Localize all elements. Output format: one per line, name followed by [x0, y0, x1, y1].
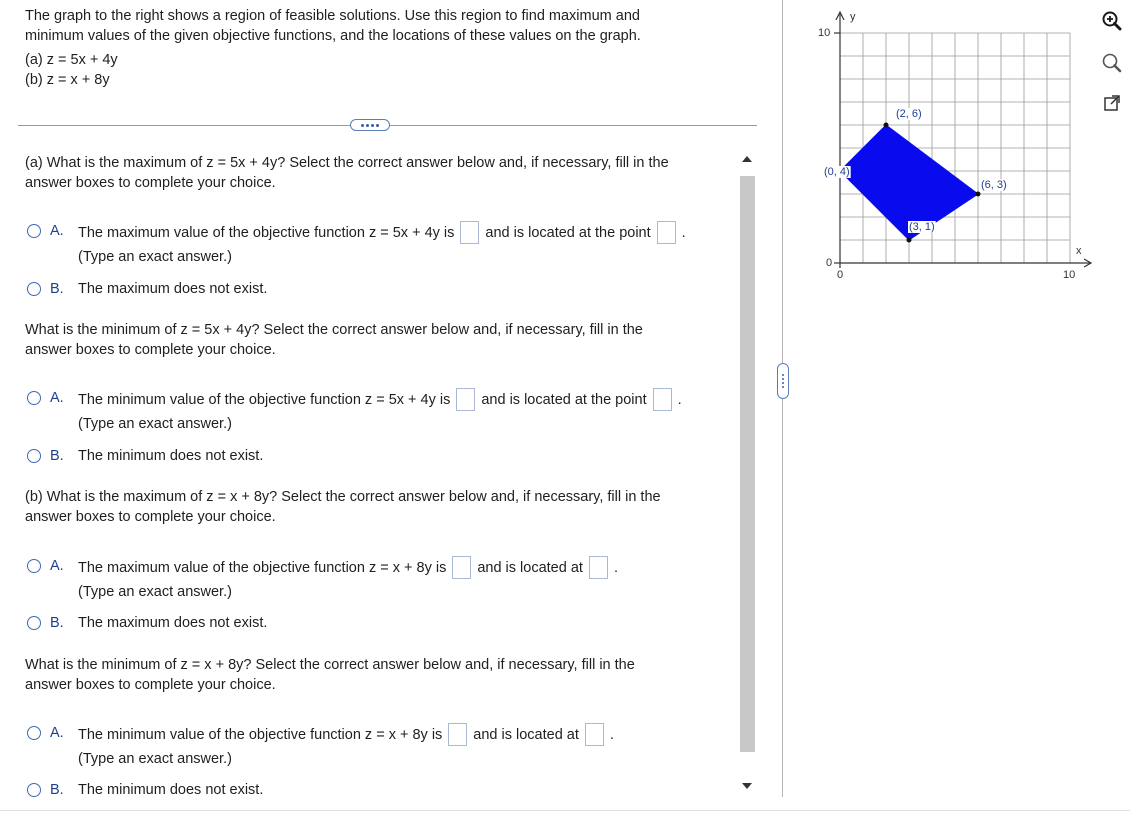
- answer-box-point[interactable]: [657, 221, 676, 244]
- answer-hint: (Type an exact answer.): [78, 584, 232, 600]
- question-b-max: [25, 487, 661, 527]
- zoom-out-icon[interactable]: [1100, 51, 1124, 75]
- option-letter: A.: [50, 725, 64, 741]
- question-b-min: [25, 655, 635, 695]
- radio-button[interactable]: [27, 616, 41, 630]
- option-text: The maximum does not exist.: [78, 281, 268, 297]
- question-text: answer boxes to complete your choice.: [25, 677, 276, 693]
- answer-box-point[interactable]: [585, 723, 604, 746]
- scroll-up-arrow-icon[interactable]: [742, 156, 752, 162]
- q4-option-a[interactable]: [27, 723, 614, 769]
- question-a-max: [25, 153, 669, 193]
- vertex-label: (2, 6): [896, 108, 922, 120]
- bottom-border: [0, 810, 1130, 811]
- pane-resize-handle[interactable]: [777, 363, 789, 399]
- question-text: answer boxes to complete your choice.: [25, 509, 276, 525]
- y-axis-label: y: [850, 11, 856, 23]
- question-text: (b) What is the maximum of z = x + 8y? Select the correct answer below and, if necessary, fill in the: [25, 489, 661, 505]
- q2-option-b[interactable]: [27, 446, 263, 466]
- option-letter: B.: [50, 615, 64, 631]
- answer-hint: (Type an exact answer.): [78, 751, 232, 767]
- answer-hint: (Type an exact answer.): [78, 416, 232, 432]
- problem-intro: [25, 6, 641, 90]
- option-text: and is located at: [477, 559, 583, 576]
- q2-option-a[interactable]: [27, 388, 682, 434]
- vertex-point: [976, 192, 981, 197]
- answer-box-value[interactable]: [456, 388, 475, 411]
- q1-option-a[interactable]: [27, 221, 686, 267]
- option-letter: A.: [50, 223, 64, 239]
- y-max-label: 10: [818, 27, 831, 39]
- feasible-region-graph: [812, 8, 1102, 288]
- vertex-point: [907, 238, 912, 243]
- radio-button[interactable]: [27, 559, 41, 573]
- option-text: The maximum does not exist.: [78, 615, 268, 631]
- question-text: What is the minimum of z = x + 8y? Select the correct answer below and, if necessary, fill in the: [25, 657, 635, 673]
- vertex-label: (6, 3): [981, 179, 1007, 191]
- radio-button[interactable]: [27, 783, 41, 797]
- external-link-icon[interactable]: [1100, 91, 1124, 115]
- option-text: The minimum value of the objective function z = x + 8y is: [78, 726, 443, 743]
- option-letter: B.: [50, 281, 64, 297]
- vertex-label: (3, 1): [909, 221, 935, 233]
- option-text: .: [677, 391, 682, 408]
- scroll-down-arrow-icon[interactable]: [742, 783, 752, 789]
- radio-button[interactable]: [27, 391, 41, 405]
- option-text: The minimum does not exist.: [78, 782, 264, 798]
- question-text: What is the minimum of z = 5x + 4y? Select the correct answer below and, if necessary, fill in the: [25, 322, 643, 338]
- question-text: (a) What is the maximum of z = 5x + 4y? Select the correct answer below and, if necessary, fill in the: [25, 155, 669, 171]
- q1-option-b[interactable]: [27, 279, 267, 299]
- vertex-point: [884, 123, 889, 128]
- intro-line-2: minimum values of the given objective functions, and the locations of these values on the graph.: [25, 28, 641, 44]
- zoom-in-icon[interactable]: [1100, 9, 1124, 33]
- radio-button[interactable]: [27, 726, 41, 740]
- q3-option-a[interactable]: [27, 556, 618, 602]
- x-axis-label: x: [1076, 245, 1082, 257]
- option-text: The minimum value of the objective function z = 5x + 4y is: [78, 391, 451, 408]
- radio-button[interactable]: [27, 282, 41, 296]
- x-zero-label: 0: [837, 269, 844, 281]
- option-letter: B.: [50, 782, 64, 798]
- option-text: .: [609, 726, 614, 743]
- answer-box-point[interactable]: [653, 388, 672, 411]
- intro-part-b: (b) z = x + 8y: [25, 72, 110, 88]
- option-letter: B.: [50, 448, 64, 464]
- question-a-min: [25, 320, 643, 360]
- radio-button[interactable]: [27, 449, 41, 463]
- question-text: answer boxes to complete your choice.: [25, 342, 276, 358]
- q4-option-b[interactable]: [27, 780, 263, 800]
- y-zero-label: 0: [826, 257, 833, 269]
- option-text: and is located at the point: [485, 224, 651, 241]
- answer-box-point[interactable]: [589, 556, 608, 579]
- option-text: and is located at the point: [481, 391, 647, 408]
- answer-box-value[interactable]: [460, 221, 479, 244]
- option-text: The maximum value of the objective function z = 5x + 4y is: [78, 224, 455, 241]
- intro-line-1: The graph to the right shows a region of feasible solutions. Use this region to find maximum and: [25, 8, 640, 24]
- option-text: The maximum value of the objective function z = x + 8y is: [78, 559, 447, 576]
- scrollbar-thumb[interactable]: [740, 176, 755, 752]
- x-max-label: 10: [1063, 269, 1076, 281]
- vertex-label: (0, 4): [824, 166, 850, 178]
- q3-option-b[interactable]: [27, 613, 267, 633]
- option-letter: A.: [50, 390, 64, 406]
- option-text: .: [613, 559, 618, 576]
- option-text: .: [681, 224, 686, 241]
- question-text: answer boxes to complete your choice.: [25, 175, 276, 191]
- option-letter: A.: [50, 558, 64, 574]
- option-text: The minimum does not exist.: [78, 448, 264, 464]
- option-text: and is located at: [473, 726, 579, 743]
- radio-button[interactable]: [27, 224, 41, 238]
- answer-hint: (Type an exact answer.): [78, 249, 232, 265]
- expand-more-button[interactable]: [350, 119, 390, 131]
- intro-part-a: (a) z = 5x + 4y: [25, 52, 118, 68]
- answer-box-value[interactable]: [452, 556, 471, 579]
- answer-box-value[interactable]: [448, 723, 467, 746]
